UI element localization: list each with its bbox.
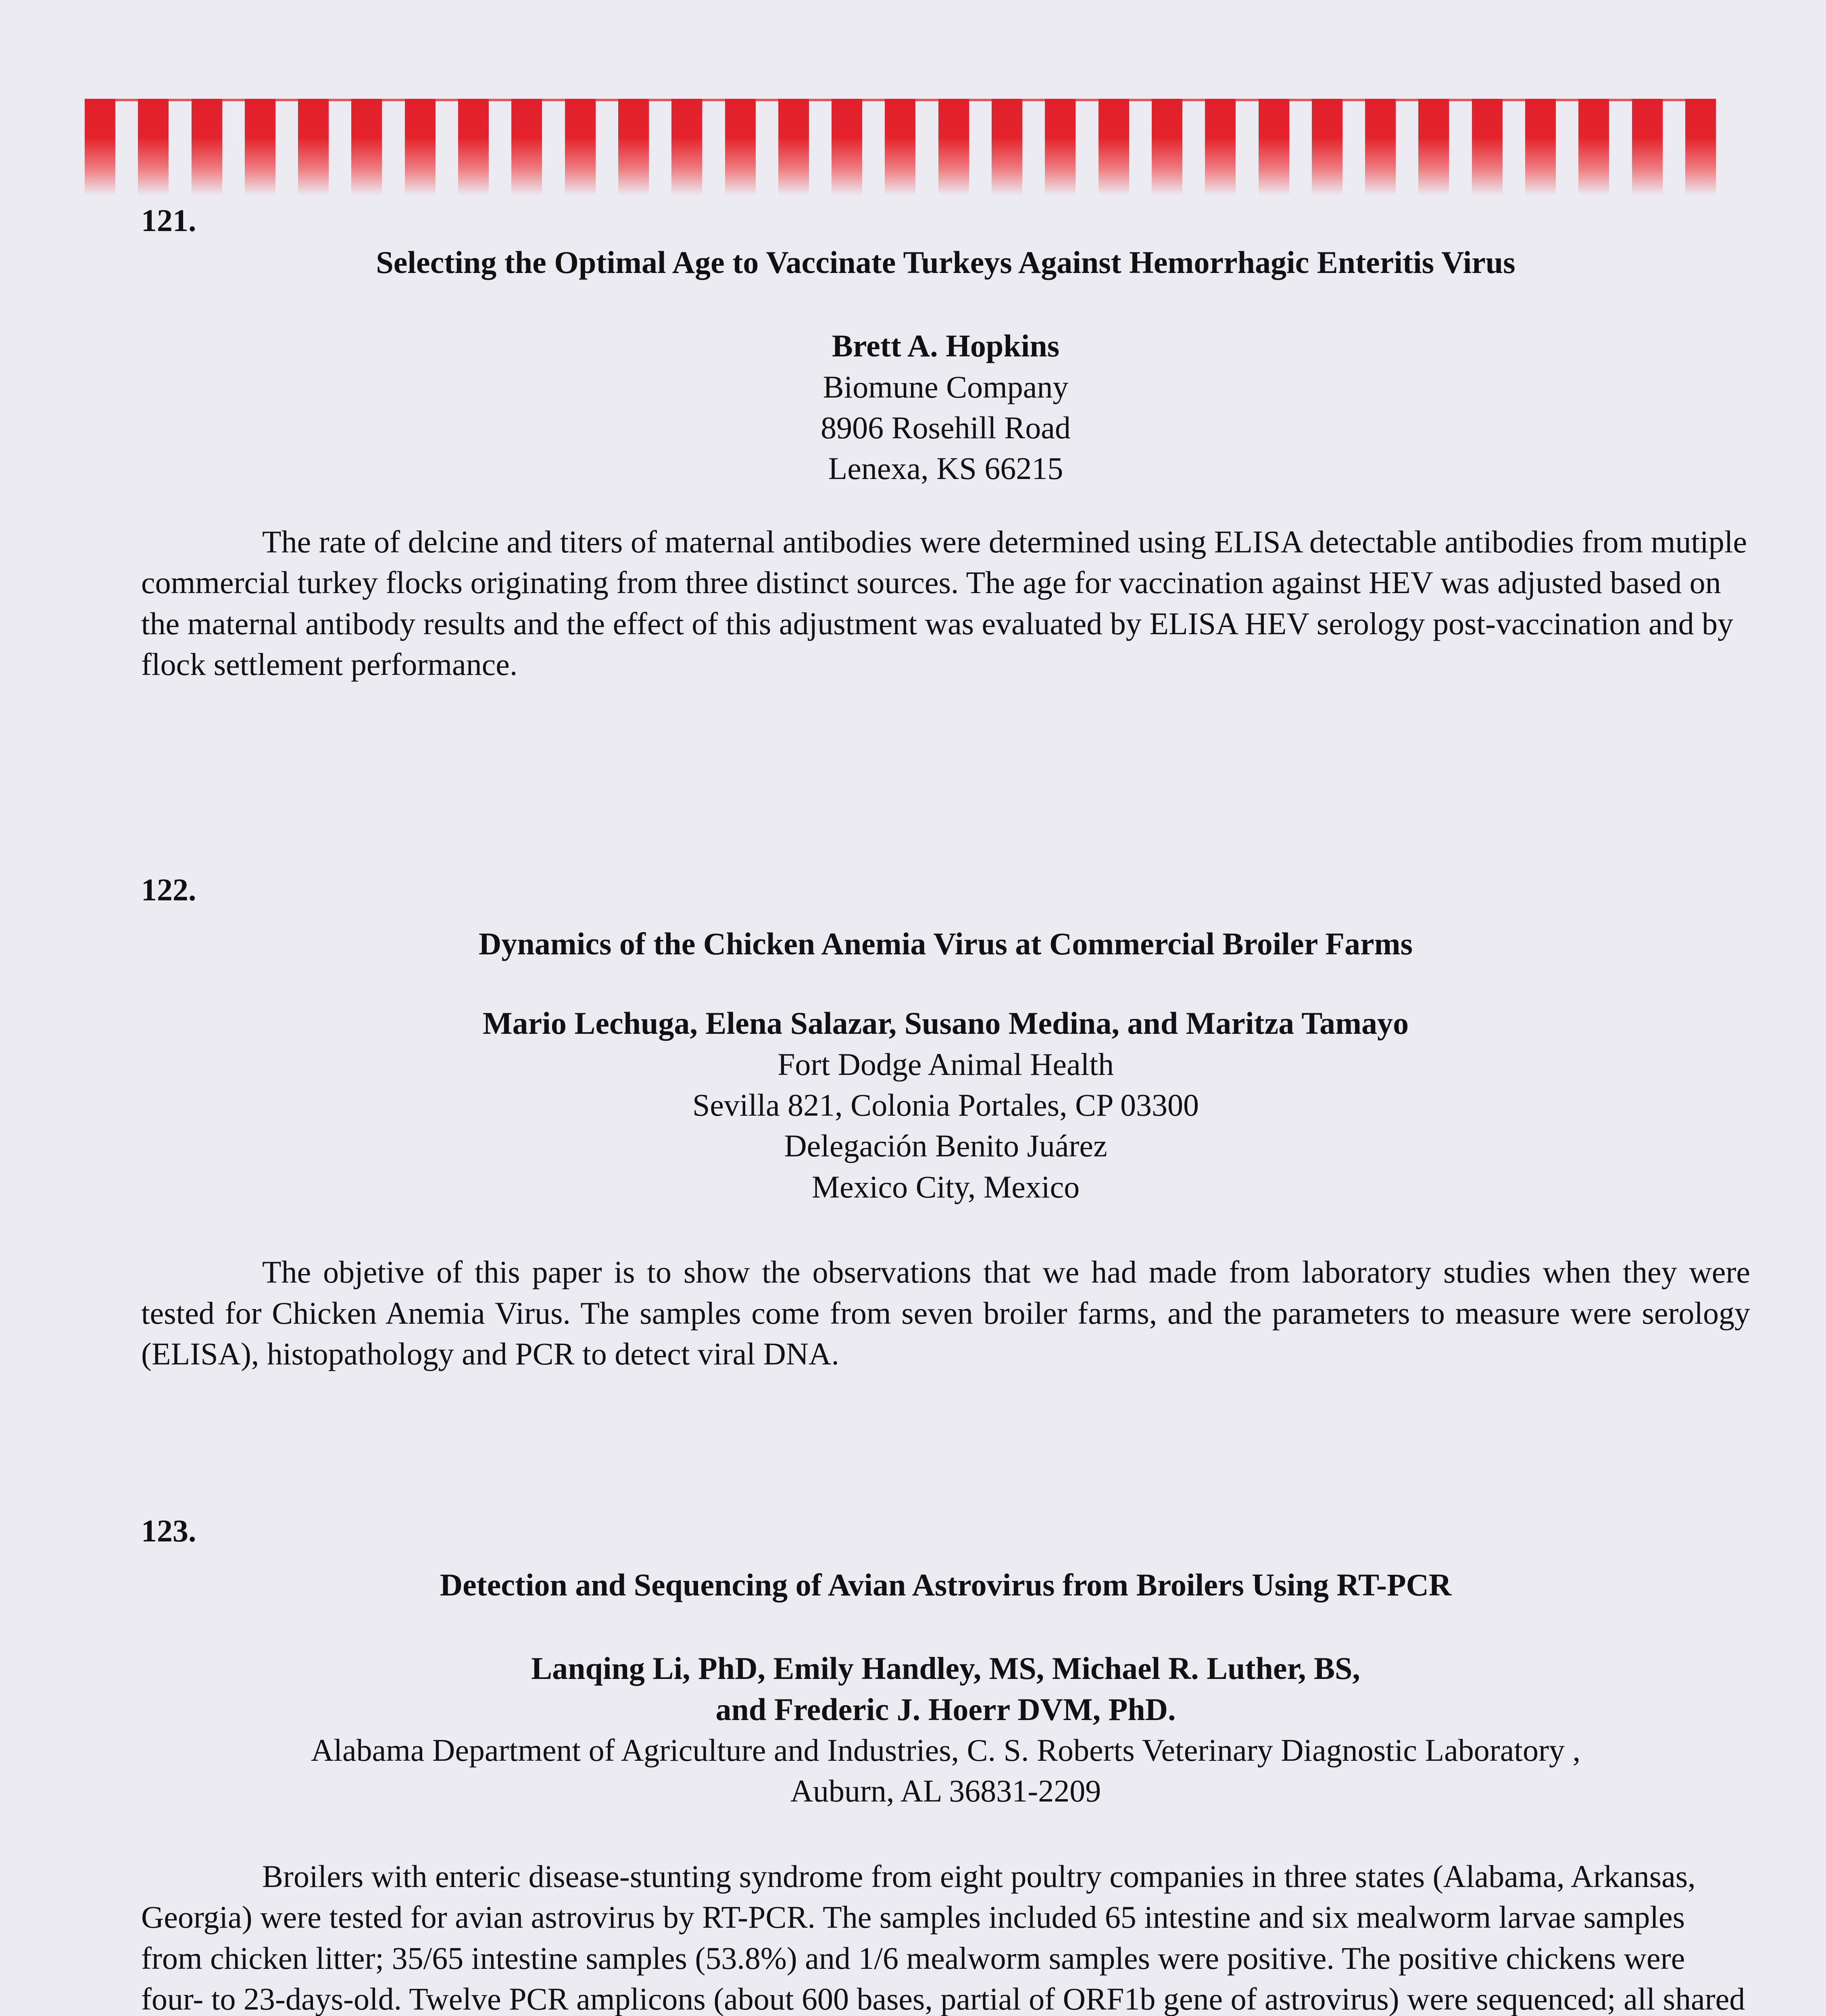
banner-stripe (1525, 99, 1556, 196)
abstract-body: The objetive of this paper is to show the observations that we had made from laboratory studies when they were tested for Chicken Anemia Virus. The samples come from seven broiler farms, and the parameters to measure were serology (ELISA), histopathology and PCR to detect viral DNA. (141, 1254, 1750, 1371)
affiliation-line: Mexico City, Mexico (811, 1169, 1080, 1204)
banner-stripe (565, 99, 596, 196)
banner-stripe (778, 99, 809, 196)
banner-stripe (85, 99, 115, 196)
banner-stripe (1578, 99, 1609, 196)
affiliation-line: 8906 Rosehill Road (821, 410, 1071, 445)
banner-stripe (992, 99, 1022, 196)
banner-stripe (298, 99, 329, 196)
banner-stripe (1418, 99, 1449, 196)
abstract-authors: and Frederic J. Hoerr DVM, PhD. (715, 1691, 1176, 1727)
abstract-authors: Mario Lechuga, Elena Salazar, Susano Medina, and Maritza Tamayo (482, 1006, 1409, 1041)
abstract-authors: Lanqing Li, PhD, Emily Handley, MS, Michael R. Luther, BS, (531, 1651, 1360, 1686)
banner-stripe (1365, 99, 1396, 196)
abstract-title: Detection and Sequencing of Avian Astrovirus from Broilers Using RT-PCR (440, 1567, 1452, 1602)
abstract-number: 121. (141, 203, 196, 238)
banner-stripe (725, 99, 756, 196)
banner-stripe (192, 99, 222, 196)
abstract-number: 123. (141, 1513, 196, 1548)
abstract-body: The rate of delcine and titers of maternal antibodies were determined using ELISA detectable antibodies from mutiple commercial turkey flocks originating from three distinct sources. The age for vaccination against HEV was adjusted based on the maternal antibody results and the effect of this adjustment was evaluated by ELISA HEV serology post-vaccination and by flock settlement performance. (141, 524, 1747, 682)
banner-stripe (1472, 99, 1503, 196)
abstract-body: Broilers with enteric disease-stunting syndrome from eight poultry companies in three states (Alabama, Arkansas, Georgia) were tested for avian astrovirus by RT-PCR. The samples included 65 intestine and six mealworm larvae samples from chicken litter; 35/65 intestine samples (53.8%) and 1/6 mealworm samples were positive. The positive chickens were four- to 23-days-old. Twelve PCR amplicons (about 600 bases, partial of ORF1b gene of astrovirus) were sequenced; all shared (141, 1858, 1745, 2016)
abstract-123 (141, 1512, 1750, 2016)
abstract-122 (141, 871, 1750, 1374)
abstract-authors: Brett A. Hopkins (832, 328, 1060, 364)
banner-stripe (885, 99, 915, 196)
abstract-title: Dynamics of the Chicken Anemia Virus at Commercial Broiler Farms (479, 926, 1413, 961)
affiliation-line: Delegación Benito Juárez (784, 1128, 1107, 1164)
banner-stripe (671, 99, 702, 196)
banner-stripe (938, 99, 969, 196)
abstract-title: Selecting the Optimal Age to Vaccinate Turkeys Against Hemorrhagic Enteritis Virus (376, 244, 1515, 280)
banner-stripe (1685, 99, 1716, 196)
banner-stripe (138, 99, 169, 196)
banner-stripe (1312, 99, 1342, 196)
banner-stripe (1632, 99, 1663, 196)
affiliation-line: Fort Dodge Animal Health (777, 1046, 1114, 1082)
banner-stripe (1099, 99, 1129, 196)
banner-stripe (405, 99, 436, 196)
abstract-number: 122. (141, 872, 196, 907)
banner-stripe (458, 99, 489, 196)
affiliation-line: Sevilla 821, Colonia Portales, CP 03300 (692, 1087, 1199, 1123)
affiliation-line: Lenexa, KS 66215 (828, 451, 1063, 486)
affiliation-line: Alabama Department of Agriculture and Industries, C. S. Roberts Veterinary Diagnostic Laboratory , (311, 1732, 1581, 1768)
banner-stripe (832, 99, 862, 196)
banner-stripe (351, 99, 382, 196)
affiliation-line: Auburn, AL 36831-2209 (790, 1773, 1101, 1809)
header-stripe-banner (85, 99, 1716, 196)
banner-stripe (511, 99, 542, 196)
abstract-121 (141, 202, 1750, 685)
banner-stripe (1152, 99, 1182, 196)
banner-stripe (245, 99, 275, 196)
banner-stripe (1259, 99, 1289, 196)
banner-stripe (1205, 99, 1236, 196)
affiliation-line: Biomune Company (823, 369, 1069, 404)
banner-stripe (618, 99, 649, 196)
banner-stripe (1045, 99, 1076, 196)
